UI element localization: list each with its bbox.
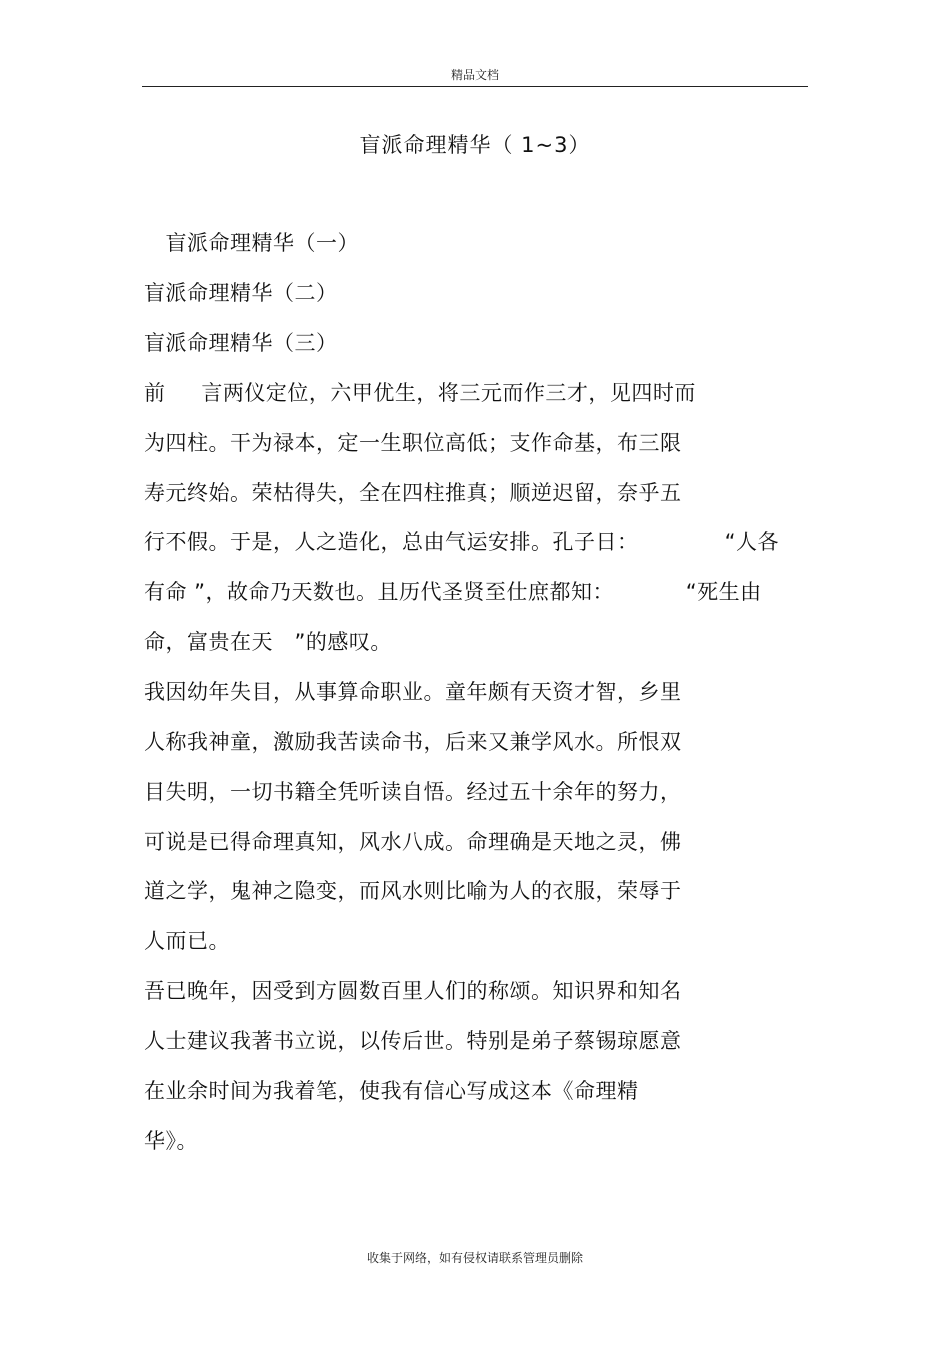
text-line-1: 盲派命理精华（一） — [144, 231, 360, 255]
text-line-18: 在业余时间为我着笔，使我有信心写成这本《命理精 — [144, 1079, 639, 1103]
text-line-5: 为四柱。干为禄本，定一生职位高低；支作命基，布三限 — [144, 431, 682, 455]
text-line-17: 人士建议我著书立说，以传后世。特别是弟子蔡锡琼愿意 — [144, 1029, 682, 1053]
text-line-8: 有命 ”，故命乃天数也。且历代圣贤至仕庶都知： “死生由 — [144, 580, 762, 604]
text-line-14: 道之学，鬼神之隐变，而风水则比喻为人的衣服，荣辱于 — [144, 879, 682, 903]
text-line-2: 盲派命理精华（二） — [144, 281, 338, 305]
text-line-10: 我因幼年失目，从事算命职业。童年颇有天资才智，乡里 — [144, 680, 682, 704]
text-line-7: 行不假。于是，人之造化，总由气运安排。孔子日： “人各 — [144, 530, 779, 554]
text-line-3: 盲派命理精华（三） — [144, 331, 338, 355]
text-line-9: 命，富贵在天 ”的感叹。 — [144, 630, 392, 654]
document-title: 盲派命理精华（ 1~3） — [359, 133, 591, 157]
text-line-19: 华》。 — [144, 1129, 198, 1153]
text-line-12: 目失明，一切书籍全凭听读自悟。经过五十余年的努力， — [144, 780, 682, 804]
page-footer-label: 收集于网络，如有侵权请联系管理员删除 — [366, 1251, 583, 1265]
header-divider — [142, 86, 808, 87]
text-line-11: 人称我神童，激励我苦读命书，后来又兼学风水。所恨双 — [144, 730, 682, 754]
page-header-label: 精品文档 — [450, 68, 499, 82]
text-line-4: 前 言两仪定位，六甲优生，将三元而作三才，见四时而 — [144, 381, 696, 405]
text-line-15: 人而已。 — [144, 929, 230, 953]
text-line-6: 寿元终始。荣枯得失，全在四柱推真；顺逆迟留，奈乎五 — [144, 481, 682, 505]
text-line-13: 可说是已得命理真知，风水八成。命理确是天地之灵，佛 — [144, 830, 682, 854]
text-line-16: 吾已晚年，因受到方圆数百里人们的称颂。知识界和知名 — [144, 979, 682, 1003]
